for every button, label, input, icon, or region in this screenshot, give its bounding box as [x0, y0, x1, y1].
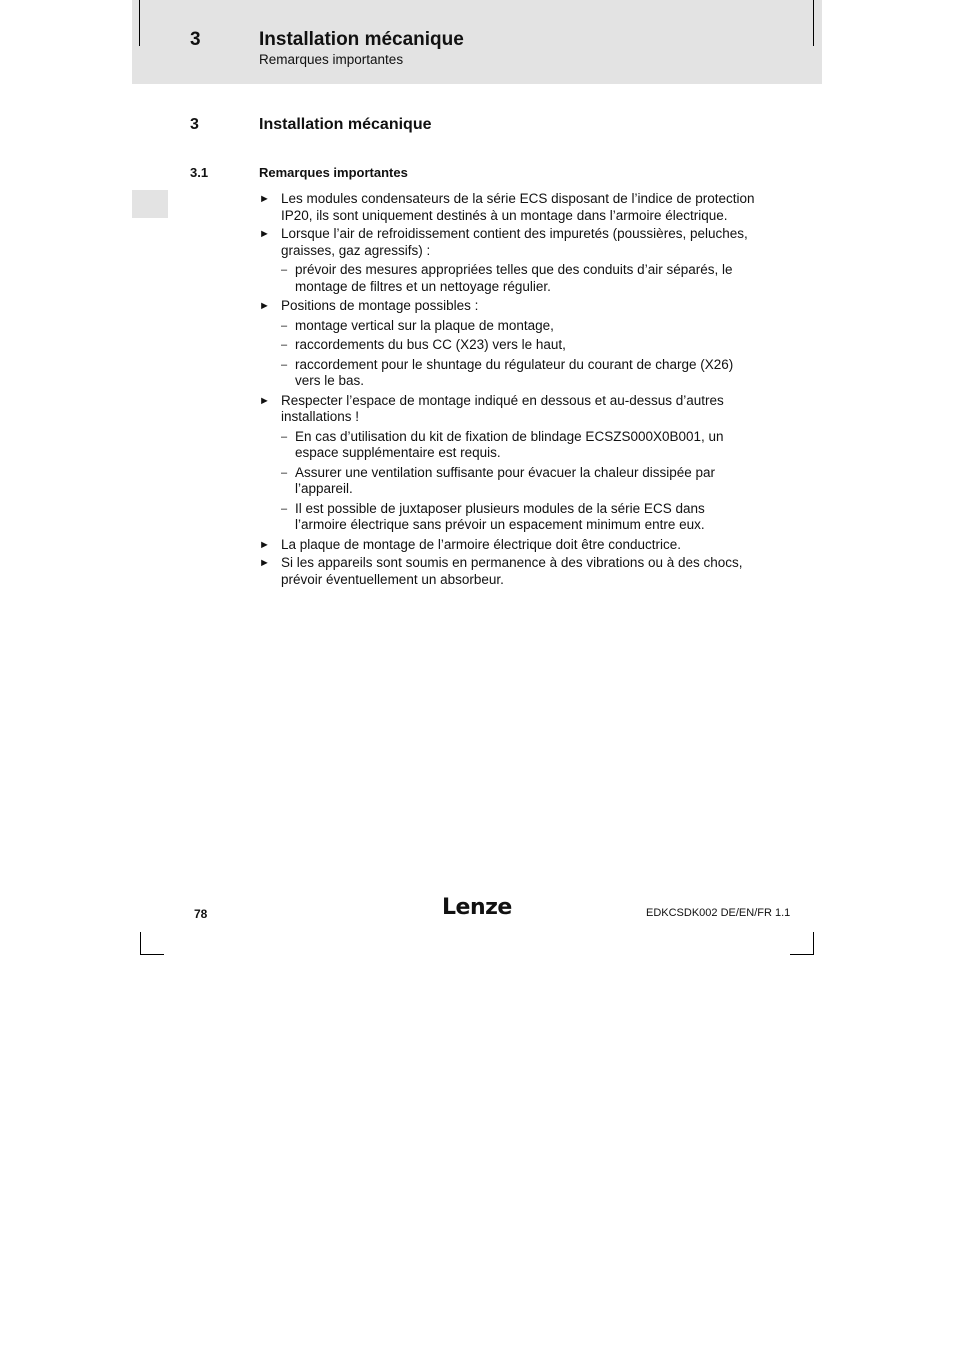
- sub-item-text: raccordement pour le shuntage du régulateur du courant de charge (X26) vers le bas.: [295, 356, 734, 388]
- bullet-text: Respecter l’espace de montage indiqué en dessous et au-dessus d’autres installations !: [281, 392, 724, 424]
- crop-mark-top-right: [813, 0, 814, 46]
- sub-item-text: En cas d’utilisation du kit de fixation de blindage ECSZS000X0B001, un espace supplémentaire est requis.: [295, 428, 724, 460]
- bullet-item: [259, 226, 759, 295]
- sub-item: [281, 429, 759, 462]
- sub-list: [281, 262, 759, 295]
- bullet-item: [259, 537, 759, 554]
- dash-marker: –: [281, 339, 288, 351]
- sub-item-text: raccordements du bus CC (X23) vers le haut,: [295, 337, 566, 352]
- crop-mark-bottom-left-h: [140, 954, 164, 955]
- document-id: EDKCSDK002 DE/EN/FR 1.1: [646, 907, 791, 919]
- section-number: 3: [190, 116, 199, 133]
- dash-marker: –: [281, 502, 288, 515]
- sub-item: [281, 501, 759, 534]
- lenze-logo: Lenze: [442, 895, 512, 920]
- subsection-number: 3.1: [190, 165, 209, 180]
- sub-item-text: Assurer une ventilation suffisante pour évacuer la chaleur dissipée par l’appareil.: [295, 464, 715, 496]
- sub-item-text: Il est possible de juxtaposer plusieurs modules de la série ECS dans l’armoire électrique sans prévoir un espacement minimum entre eux.: [295, 500, 705, 532]
- bullet-arrow-icon: ►: [259, 394, 270, 407]
- sub-item: [281, 465, 759, 498]
- bullet-list: [259, 191, 759, 590]
- side-tab-marker: [132, 190, 168, 218]
- bullet-text: La plaque de montage de l’armoire électrique doit être conductrice.: [281, 536, 681, 552]
- page-number: 78: [194, 907, 208, 921]
- sub-item: [281, 337, 759, 354]
- crop-mark-bottom-right-h: [790, 954, 814, 955]
- bullet-text: Lorsque l’air de refroidissement contient des impuretés (poussières, peluches, graisses, gaz agressifs) :: [281, 226, 748, 258]
- bullet-text: Si les appareils sont soumis en permanence à des vibrations ou à des chocs, prévoir éventuellement un absorbeur.: [281, 555, 743, 587]
- header-chapter-title: Installation mécanique: [259, 29, 464, 50]
- bullet-text: Positions de montage possibles :: [281, 298, 479, 313]
- sub-item-text: prévoir des mesures appropriées telles que des conduits d’air séparés, le montage de filtres et un nettoyage régulier.: [295, 262, 733, 294]
- dash-marker: –: [281, 264, 288, 276]
- dash-marker: –: [281, 430, 288, 443]
- dash-marker: –: [281, 358, 288, 371]
- subsection-title: Remarques importantes: [259, 165, 408, 180]
- bullet-arrow-icon: ►: [259, 557, 270, 569]
- dash-marker: –: [281, 319, 288, 332]
- bullet-item: [259, 191, 759, 224]
- section-title: Installation mécanique: [259, 116, 432, 133]
- sub-item: [281, 262, 759, 295]
- header-band: [132, 0, 822, 84]
- crop-mark-bottom-right-v: [813, 932, 814, 955]
- dash-marker: –: [281, 466, 288, 479]
- bullet-item: [259, 555, 759, 588]
- bullet-text: Les modules condensateurs de la série ECS disposant de l’indice de protection IP20, ils sont uniquement destinés à un montage dans l’armoire électrique.: [281, 191, 755, 223]
- bullet-arrow-icon: ►: [259, 193, 270, 205]
- bullet-arrow-icon: ►: [259, 538, 270, 551]
- sub-item: [281, 357, 759, 390]
- bullet-item: [259, 393, 759, 534]
- header-chapter-number: 3: [190, 29, 201, 50]
- sub-item: [281, 318, 759, 335]
- bullet-arrow-icon: ►: [259, 300, 270, 312]
- sub-item-text: montage vertical sur la plaque de montage,: [295, 317, 554, 333]
- crop-mark-top-left: [139, 0, 140, 46]
- sub-list: [281, 318, 759, 390]
- sub-list: [281, 429, 759, 534]
- crop-mark-bottom-left-v: [140, 932, 141, 955]
- bullet-item: [259, 298, 759, 390]
- bullet-arrow-icon: ►: [259, 228, 270, 240]
- header-subtitle: Remarques importantes: [259, 52, 404, 67]
